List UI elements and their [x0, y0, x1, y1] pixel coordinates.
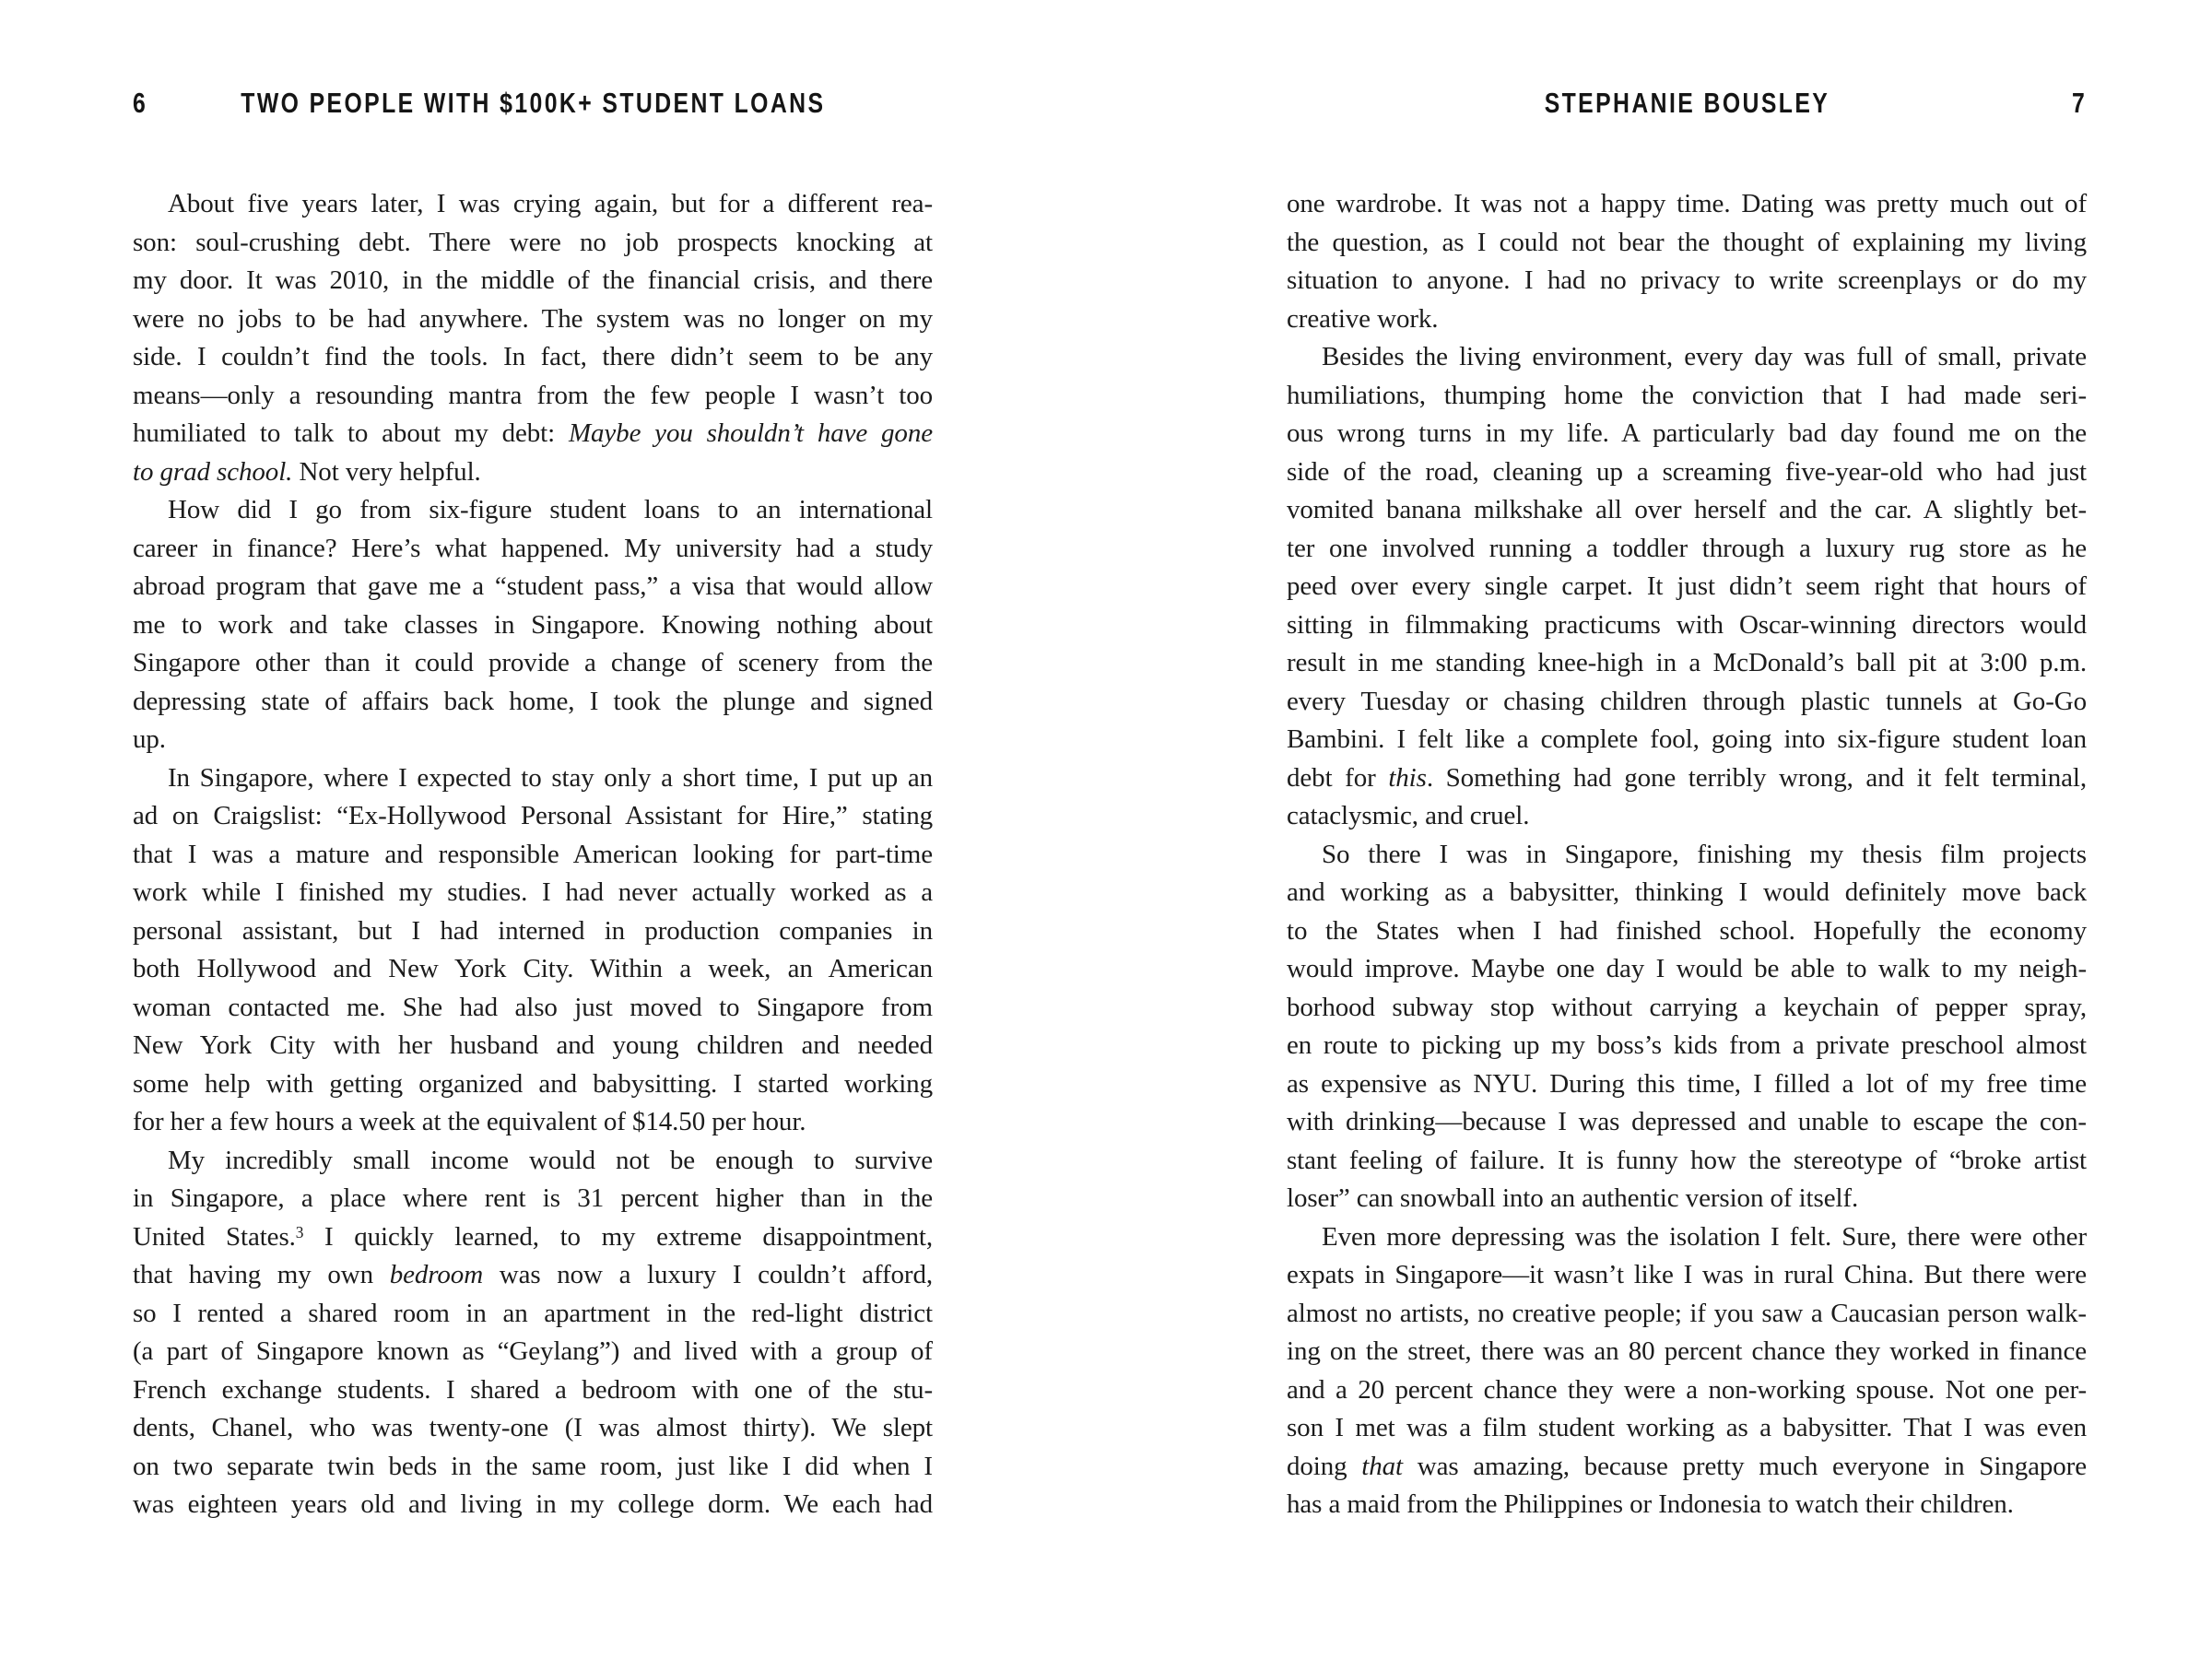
text-line: [1287, 644, 2087, 683]
text-segment: the question, as I could not bear the thought of explaining my living: [1287, 227, 2087, 257]
text-line: [1287, 759, 2087, 798]
text-segment: Not very helpful.: [292, 456, 481, 487]
text-segment: creative work.: [1287, 303, 1439, 334]
text-line: [133, 683, 933, 722]
text-segment: and a 20 percent chance they were a non-working spouse. Not one per-: [1287, 1374, 2087, 1405]
right-page-number: [1287, 87, 2087, 124]
text-line: [133, 1333, 933, 1371]
text-segment: result in me standing knee-high in a McDonald’s ball pit at 3:00 p.m.: [1287, 648, 2087, 677]
paragraph: [1287, 1218, 2087, 1524]
text-line: [133, 415, 933, 453]
text-line: [133, 759, 933, 798]
text-segment: that I was a mature and responsible American looking for part-time: [133, 839, 933, 869]
left-running-head-text: TWO PEOPLE WITH $100K+ STUDENT LOANS: [240, 87, 826, 119]
text-line: [133, 1371, 933, 1410]
text-line: [133, 1142, 933, 1181]
text-segment: my door. It was 2010, in the middle of the financial crisis, and there: [133, 265, 933, 295]
text-segment: for her a few hours a week at the equivalent of $14.50 per hour.: [133, 1107, 806, 1136]
left-running-head: [133, 87, 933, 124]
text-segment: me to work and take classes in Singapore. Knowing nothing about: [133, 609, 933, 640]
text-segment: humiliated to talk to about my debt:: [133, 418, 569, 448]
text-line: [133, 1103, 933, 1142]
text-line: [1287, 1142, 2087, 1181]
text-segment: as expensive as NYU. During this time, I filled a lot of my free time: [1287, 1068, 2087, 1099]
text-segment: career in finance? Here’s what happened. My university had a study: [133, 533, 933, 563]
text-line: [1287, 491, 2087, 530]
text-line: [133, 224, 933, 263]
text-line: [133, 874, 933, 912]
text-line: [133, 1065, 933, 1104]
text-line: [133, 300, 933, 339]
text-line: [133, 491, 933, 530]
text-line: [133, 836, 933, 875]
text-segment: dents, Chanel, who was twenty-one (I was almost thirty). We slept: [133, 1413, 933, 1442]
text-line: [1287, 1448, 2087, 1487]
text-segment: would improve. Maybe one day I would be able to walk to my neigh-: [1287, 954, 2087, 983]
text-line: [1287, 1218, 2087, 1257]
text-segment: So there I was in Singapore, finishing my thesis film projects: [1322, 839, 2087, 869]
text-line: [1287, 912, 2087, 951]
text-line: [133, 1409, 933, 1448]
paragraph: [1287, 185, 2087, 338]
text-segment: some help with getting organized and babysitting. I started working: [133, 1068, 933, 1099]
text-segment: ous wrong turns in my life. A particularly bad day found me on the: [1287, 418, 2087, 448]
text-segment: almost no artists, no creative people; if you saw a Caucasian person walk-: [1287, 1298, 2087, 1328]
text-line: [133, 797, 933, 836]
italic-text: to grad school.: [133, 456, 293, 487]
text-segment: sitting in filmmaking practicums with Oscar-winning directors would: [1287, 609, 2087, 640]
text-line: [1287, 568, 2087, 606]
text-segment: United States.: [133, 1221, 296, 1252]
text-segment: Besides the living environment, every day was full of small, private: [1322, 342, 2087, 371]
text-segment: peed over every single carpet. It just didn’t seem right that hours of: [1287, 571, 2087, 601]
text-line: [133, 1486, 933, 1524]
paragraph: [133, 759, 933, 1142]
text-line: [1287, 721, 2087, 759]
text-segment: son: soul-crushing debt. There were no job prospects knocking at: [133, 227, 933, 257]
text-line: [1287, 1333, 2087, 1371]
text-segment: humiliations, thumping home the conviction that I had made seri-: [1287, 380, 2087, 410]
text-segment: About five years later, I was crying again, but for a different rea-: [168, 189, 933, 218]
italic-text: that: [1361, 1451, 1404, 1481]
text-segment: en route to picking up my boss’s kids from a private preschool almost: [1287, 1030, 2087, 1060]
text-line: [133, 644, 933, 683]
text-line: [1287, 874, 2087, 912]
text-line: [133, 1256, 933, 1295]
text-line: [133, 338, 933, 377]
text-line: [1287, 1180, 2087, 1218]
text-segment: . Something had gone terribly wrong, and it felt terminal,: [1426, 762, 2087, 793]
text-line: [133, 1295, 933, 1334]
text-segment: that having my own: [133, 1260, 390, 1289]
text-segment: ing on the street, there was an 80 percent chance they worked in finance: [1287, 1336, 2087, 1366]
italic-text: this: [1388, 762, 1427, 793]
text-line: [133, 453, 933, 492]
text-segment: doing: [1287, 1451, 1362, 1481]
paragraph: [133, 491, 933, 759]
text-line: [133, 606, 933, 645]
text-segment: I quickly learned, to my extreme disappointment,: [303, 1221, 933, 1252]
text-line: [1287, 836, 2087, 875]
text-segment: means—only a resounding mantra from the few people I wasn’t too: [133, 380, 933, 410]
text-line: [1287, 1371, 2087, 1410]
text-segment: one wardrobe. It was not a happy time. Dating was pretty much out of: [1287, 189, 2087, 218]
text-segment: work while I finished my studies. I had never actually worked as a: [133, 877, 933, 907]
text-line: [133, 1218, 933, 1257]
footnote-marker: 3: [295, 1223, 304, 1242]
text-segment: My incredibly small income would not be enough to survive: [168, 1145, 933, 1175]
text-line: [133, 377, 933, 416]
text-segment: New York City with her husband and young children and needed: [133, 1030, 933, 1060]
text-line: [1287, 338, 2087, 377]
text-line: [133, 1027, 933, 1065]
text-segment: to the States when I had finished school. Hopefully the economy: [1287, 915, 2087, 946]
text-segment: Bambini. I felt like a complete fool, going into six-figure student loan: [1287, 724, 2087, 754]
text-segment: expats in Singapore—it wasn’t like I was in rural China. But there were: [1287, 1260, 2087, 1289]
text-segment: personal assistant, but I had interned in production companies in: [133, 915, 933, 946]
text-line: [133, 1180, 933, 1218]
text-segment: loser” can snowball into an authentic version of itself.: [1287, 1183, 1859, 1213]
text-line: [1287, 224, 2087, 263]
text-segment: French exchange students. I shared a bedroom with one of the stu-: [133, 1374, 933, 1405]
text-line: [133, 530, 933, 569]
text-segment: so I rented a shared room in an apartment in the red-light district: [133, 1298, 933, 1328]
text-line: [1287, 989, 2087, 1028]
text-line: [1287, 1027, 2087, 1065]
text-line: [1287, 453, 2087, 492]
right-running-head-text: STEPHANIE BOUSLEY: [1544, 87, 1830, 119]
text-segment: with drinking—because I was depressed and unable to escape the con-: [1287, 1107, 2087, 1136]
text-segment: and working as a babysitter, thinking I would definitely move back: [1287, 877, 2087, 907]
paragraph: [1287, 338, 2087, 836]
text-segment: debt for: [1287, 762, 1389, 793]
text-segment: side. I couldn’t find the tools. In fact, there didn’t seem to be any: [133, 342, 933, 371]
text-line: [1287, 606, 2087, 645]
text-segment: How did I go from six-figure student loans to an international: [168, 495, 933, 524]
text-line: [1287, 1065, 2087, 1104]
text-line: [1287, 415, 2087, 453]
text-segment: woman contacted me. She had also just moved to Singapore from: [133, 992, 933, 1022]
text-segment: in Singapore, a place where rent is 31 percent higher than in the: [133, 1183, 933, 1213]
text-line: [133, 721, 933, 759]
text-segment: on two separate twin beds in the same room, just like I did when I: [133, 1451, 933, 1481]
text-segment: son I met was a film student working as a babysitter. That I was even: [1287, 1413, 2087, 1442]
text-line: [1287, 1486, 2087, 1524]
text-segment: Singapore other than it could provide a change of scenery from the: [133, 648, 933, 677]
text-segment: was now a luxury I couldn’t afford,: [483, 1260, 934, 1289]
text-line: [133, 989, 933, 1028]
text-line: [133, 1448, 933, 1487]
text-segment: situation to anyone. I had no privacy to write screenplays or do my: [1287, 265, 2087, 295]
text-segment: vomited banana milkshake all over herself and the car. A slightly bet-: [1287, 495, 2087, 524]
text-line: [1287, 1103, 2087, 1142]
right-page-number-text: 7: [2071, 87, 2087, 119]
text-line: [1287, 797, 2087, 836]
italic-text: bedroom: [389, 1260, 484, 1289]
text-segment: was eighteen years old and living in my college dorm. We each had: [133, 1489, 933, 1519]
text-segment: ter one involved running a toddler through a luxury rug store as he: [1287, 533, 2087, 563]
text-segment: borhood subway stop without carrying a keychain of pepper spray,: [1287, 992, 2087, 1022]
text-line: [1287, 530, 2087, 569]
left-page-number-text: 6: [133, 87, 148, 119]
text-line: [133, 912, 933, 951]
paragraph: [1287, 836, 2087, 1218]
paragraph: [133, 1142, 933, 1524]
text-line: [1287, 1295, 2087, 1334]
text-segment: up.: [133, 724, 166, 754]
text-line: [1287, 683, 2087, 722]
text-segment: has a maid from the Philippines or Indonesia to watch their children.: [1287, 1489, 2014, 1519]
text-segment: every Tuesday or chasing children through plastic tunnels at Go-Go: [1287, 686, 2087, 716]
text-line: [1287, 1256, 2087, 1295]
right-page-text-column: [1287, 185, 2087, 1524]
text-segment: Even more depressing was the isolation I felt. Sure, there were other: [1322, 1221, 2087, 1252]
text-line: [1287, 300, 2087, 339]
text-segment: side of the road, cleaning up a screaming five-year-old who had just: [1287, 456, 2087, 487]
text-line: [1287, 1409, 2087, 1448]
text-line: [133, 185, 933, 224]
text-segment: was amazing, because pretty much everyone in Singapore: [1403, 1451, 2087, 1481]
text-segment: depressing state of affairs back home, I took the plunge and signed: [133, 686, 933, 716]
text-line: [133, 568, 933, 606]
text-line: [1287, 185, 2087, 224]
paragraph: [133, 185, 933, 491]
text-line: [1287, 377, 2087, 416]
text-line: [1287, 950, 2087, 989]
text-segment: abroad program that gave me a “student pass,” a visa that would allow: [133, 571, 933, 601]
text-segment: In Singapore, where I expected to stay only a short time, I put up an: [168, 762, 933, 793]
text-segment: were no jobs to be had anywhere. The system was no longer on my: [133, 303, 933, 334]
left-page-text-column: [133, 185, 933, 1524]
text-segment: cataclysmic, and cruel.: [1287, 801, 1530, 830]
text-segment: both Hollywood and New York City. Within a week, an American: [133, 954, 933, 983]
text-segment: stant feeling of failure. It is funny how the stereotype of “broke artist: [1287, 1145, 2087, 1175]
text-line: [133, 262, 933, 300]
text-line: [133, 950, 933, 989]
italic-text: Maybe you shouldn’t have gone: [568, 418, 933, 448]
text-segment: (a part of Singapore known as “Geylang”) and lived with a group of: [133, 1336, 933, 1366]
text-segment: ad on Craigslist: “Ex-Hollywood Personal Assistant for Hire,” stating: [133, 801, 933, 830]
text-line: [1287, 262, 2087, 300]
